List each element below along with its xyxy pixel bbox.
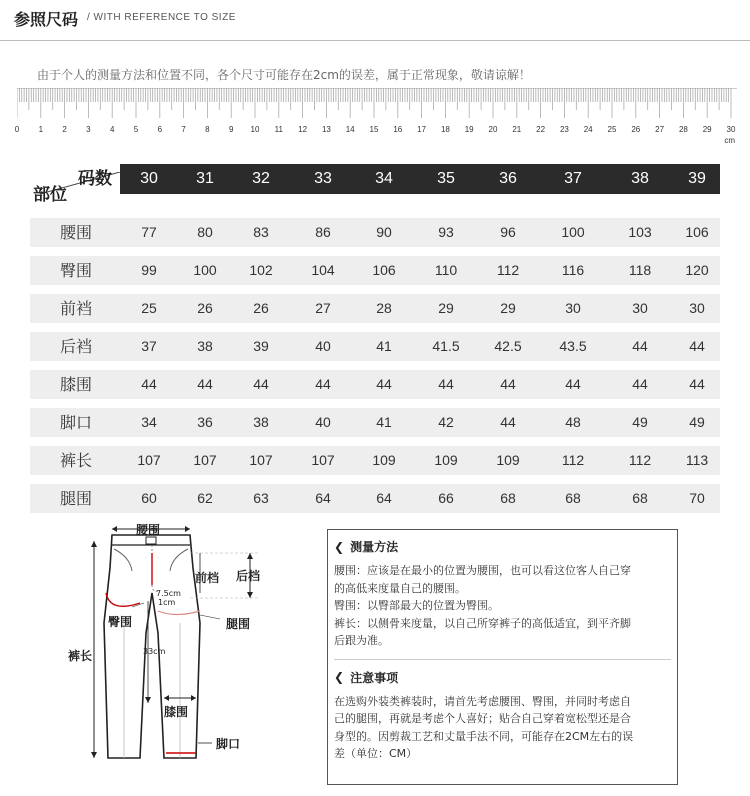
ruler-ticks [17,88,737,124]
table-cell: 26 [253,300,269,316]
table-cell: 38 [197,338,213,354]
diagram-measure-1: 1cm [158,598,176,607]
size-header-cell: 37 [564,170,582,187]
ruler-label: 14 [345,125,355,134]
info-line: 腰围：应该是在最小的位置为腰围，也可以看这位客人自己穿 [334,564,631,577]
row-label: 膝围 [60,375,93,394]
ruler-label: 3 [86,125,91,134]
table-cell: 43.5 [559,338,587,354]
method-section-title [334,538,671,555]
ruler-label: 13 [321,125,331,134]
notice-text [334,693,671,763]
table-cell: 93 [438,224,454,240]
table-cell: 112 [496,262,520,278]
size-header-cell: 39 [688,170,706,187]
ruler-label: 15 [369,125,379,134]
ruler-label: 24 [583,125,593,134]
table-cell: 44 [376,376,392,392]
table-cell: 41 [376,414,392,430]
info-line: 在选购外装类裤装时，请首先考虑腰围、臀围，并同时考虑自 [334,694,631,708]
table-cell: 44 [632,338,648,354]
table-cell: 30 [689,300,705,316]
table-cell: 44 [500,414,516,430]
table-cell: 99 [141,262,157,278]
table-cell: 26 [197,300,213,316]
table-cell: 106 [372,262,396,278]
ruler-label: 0 [14,125,20,134]
measurement-info-box [327,529,678,785]
table-cell: 44 [253,376,269,392]
table-cell: 107 [249,452,273,468]
diagram-thigh-label: 腿围 [226,617,251,631]
table-cell: 30 [565,300,581,316]
table-cell: 29 [438,300,454,316]
table-row [30,484,720,513]
table-row [30,218,720,247]
table-cell: 38 [253,414,269,430]
size-header-cell: 38 [631,170,649,187]
diagram-front-rise-label: 前档 [195,571,220,585]
ruler-label: 1 [38,125,44,134]
table-cell: 37 [141,338,157,354]
info-line: 后跟为准。 [334,634,389,647]
ruler-label: 19 [464,125,474,134]
info-line: 的高低来度量自己的腰围。 [334,581,466,595]
ruler-label: 6 [157,125,163,134]
table-cell: 64 [376,490,392,506]
ruler-label: 7 [181,125,186,134]
ruler-label: 21 [512,125,522,134]
diagram-waist-label: 腰围 [136,523,161,537]
ruler-label: 28 [678,125,688,134]
disclaimer-text: 由于个人的测量方法和位置不同，各个尺寸可能存在2cm的误差，属于正常现象，敬请谅解！ [37,68,531,82]
row-label: 后裆 [60,337,93,356]
table-cell: 107 [311,452,335,468]
table-cell: 40 [315,414,331,430]
page-title: 参照尺码 [14,10,79,29]
chevron-left-icon: ❮ [334,539,345,554]
table-cell: 42 [438,414,454,430]
ruler-label: 12 [298,125,308,134]
table-cell: 44 [315,376,331,392]
table-cell: 42.5 [494,338,522,354]
ruler-label: 29 [702,125,712,134]
table-cell: 109 [496,452,520,468]
table-cell: 34 [141,414,157,430]
size-header-cell: 34 [375,170,393,187]
row-label: 腰围 [60,223,93,242]
pants-diagram [40,523,320,783]
table-row [30,408,720,437]
row-label: 腿围 [60,489,93,508]
info-line: 差（单位：CM） [334,747,418,760]
ruler-unit: cm [724,136,735,145]
ruler-label: 17 [417,125,427,134]
table-cell: 49 [632,414,648,430]
row-label: 脚口 [60,413,93,432]
table-cell: 109 [434,452,458,468]
table-cell: 112 [628,452,652,468]
row-label: 前裆 [60,299,93,318]
table-cell: 80 [197,224,213,240]
info-line: 臀围：以臀部最大的位置为臀围。 [334,599,499,612]
ruler [14,88,737,148]
diagram-back-rise-label: 后档 [236,569,261,583]
ruler-label: 20 [488,125,498,134]
part-corner-label: 部位 [33,185,67,205]
table-cell: 44 [141,376,157,392]
method-text [334,562,671,650]
table-cell: 120 [685,262,709,278]
table-cell: 100 [561,224,585,240]
table-cell: 107 [193,452,217,468]
table-cell: 116 [561,262,585,278]
table-row [30,446,720,475]
table-cell: 68 [565,490,581,506]
page-subtitle: / WITH REFERENCE TO SIZE [87,12,236,23]
page-header [0,0,750,42]
header-divider [0,40,750,41]
ruler-label: 30 [726,125,736,134]
table-cell: 113 [685,452,709,468]
diagram-hem-label: 脚口 [216,737,241,751]
info-line: 身型的。因剪裁工艺和丈量手法不同，可能存在2CM左右的误 [334,729,634,743]
table-cell: 90 [376,224,392,240]
table-cell: 110 [434,262,458,278]
ruler-label: 22 [536,125,546,134]
row-label: 臀围 [60,261,93,280]
size-header-cell: 36 [499,170,517,187]
ruler-label: 18 [440,125,450,134]
table-cell: 48 [565,414,581,430]
ruler-label: 2 [62,125,67,134]
table-cell: 40 [315,338,331,354]
table-cell: 62 [197,490,213,506]
table-cell: 112 [561,452,585,468]
ruler-label: 9 [228,125,234,134]
table-cell: 30 [632,300,648,316]
table-row [30,370,720,399]
table-cell: 109 [372,452,396,468]
table-cell: 41.5 [432,338,460,354]
table-cell: 86 [315,224,331,240]
table-cell: 118 [628,262,652,278]
table-cell: 36 [197,414,213,430]
table-cell: 44 [565,376,581,392]
diagram-knee-label: 膝围 [164,705,189,719]
row-label: 裤长 [60,451,93,470]
table-cell: 49 [689,414,705,430]
table-row [30,256,720,285]
size-header-cell: 30 [140,170,158,187]
diagram-length-label: 裤长 [68,649,93,663]
ruler-label: 5 [133,125,139,134]
table-cell: 68 [632,490,648,506]
table-cell: 27 [315,300,331,316]
size-header-row [120,164,720,194]
info-divider [334,659,671,660]
info-line: 己的腿围，再就是考虑个人喜好；贴合自己穿着宽松型还是合 [334,712,631,725]
table-cell: 44 [197,376,213,392]
table-cell: 70 [689,490,705,506]
table-cell: 107 [137,452,161,468]
table-cell: 63 [253,490,269,506]
ruler-label: 26 [631,125,641,134]
table-row [30,294,720,323]
size-header-cell: 33 [314,170,332,187]
table-cell: 60 [141,490,157,506]
ruler-label: 8 [205,125,210,134]
ruler-label: 16 [393,125,403,134]
method-title-text: 测量方法 [350,540,399,554]
ruler-label: 23 [559,125,569,134]
info-line: 裤长：以侧骨来度量，以自己所穿裤子的高低适宜，到平齐脚 [334,616,631,630]
ruler-label: 4 [109,125,115,134]
table-cell: 44 [689,338,705,354]
table-cell: 66 [438,490,454,506]
table-cell: 103 [628,224,652,240]
notice-section-title [334,669,671,686]
table-cell: 39 [253,338,269,354]
size-corner-label: 码数 [78,169,112,189]
diagram-measure-33: 33cm [143,647,166,656]
table-cell: 44 [500,376,516,392]
table-cell: 83 [253,224,269,240]
diagram-hip-label: 臀围 [108,615,133,629]
table-row [30,332,720,361]
table-cell: 44 [438,376,454,392]
ruler-label: 10 [250,125,260,134]
table-cell: 29 [500,300,516,316]
table-cell: 44 [632,376,648,392]
table-cell: 68 [500,490,516,506]
diagram-measure-7-5: 7.5cm [156,589,181,598]
table-cell: 102 [249,262,273,278]
table-cell: 77 [141,224,157,240]
table-cell: 106 [685,224,709,240]
table-cell: 44 [689,376,705,392]
size-header-cell: 31 [196,170,214,187]
notice-title-text: 注意事项 [350,670,399,685]
table-cell: 28 [376,300,392,316]
table-cell: 41 [376,338,392,354]
size-header-cell: 35 [437,170,455,187]
size-header-cell: 32 [252,170,270,187]
chevron-left-icon: ❮ [334,670,345,684]
table-cell: 25 [141,300,157,316]
table-cell: 104 [311,262,335,278]
ruler-label: 25 [607,125,617,134]
table-cell: 96 [500,224,516,240]
table-cell: 64 [315,490,331,506]
table-cell: 100 [193,262,217,278]
ruler-label: 11 [274,125,283,134]
ruler-label: 27 [655,125,665,134]
